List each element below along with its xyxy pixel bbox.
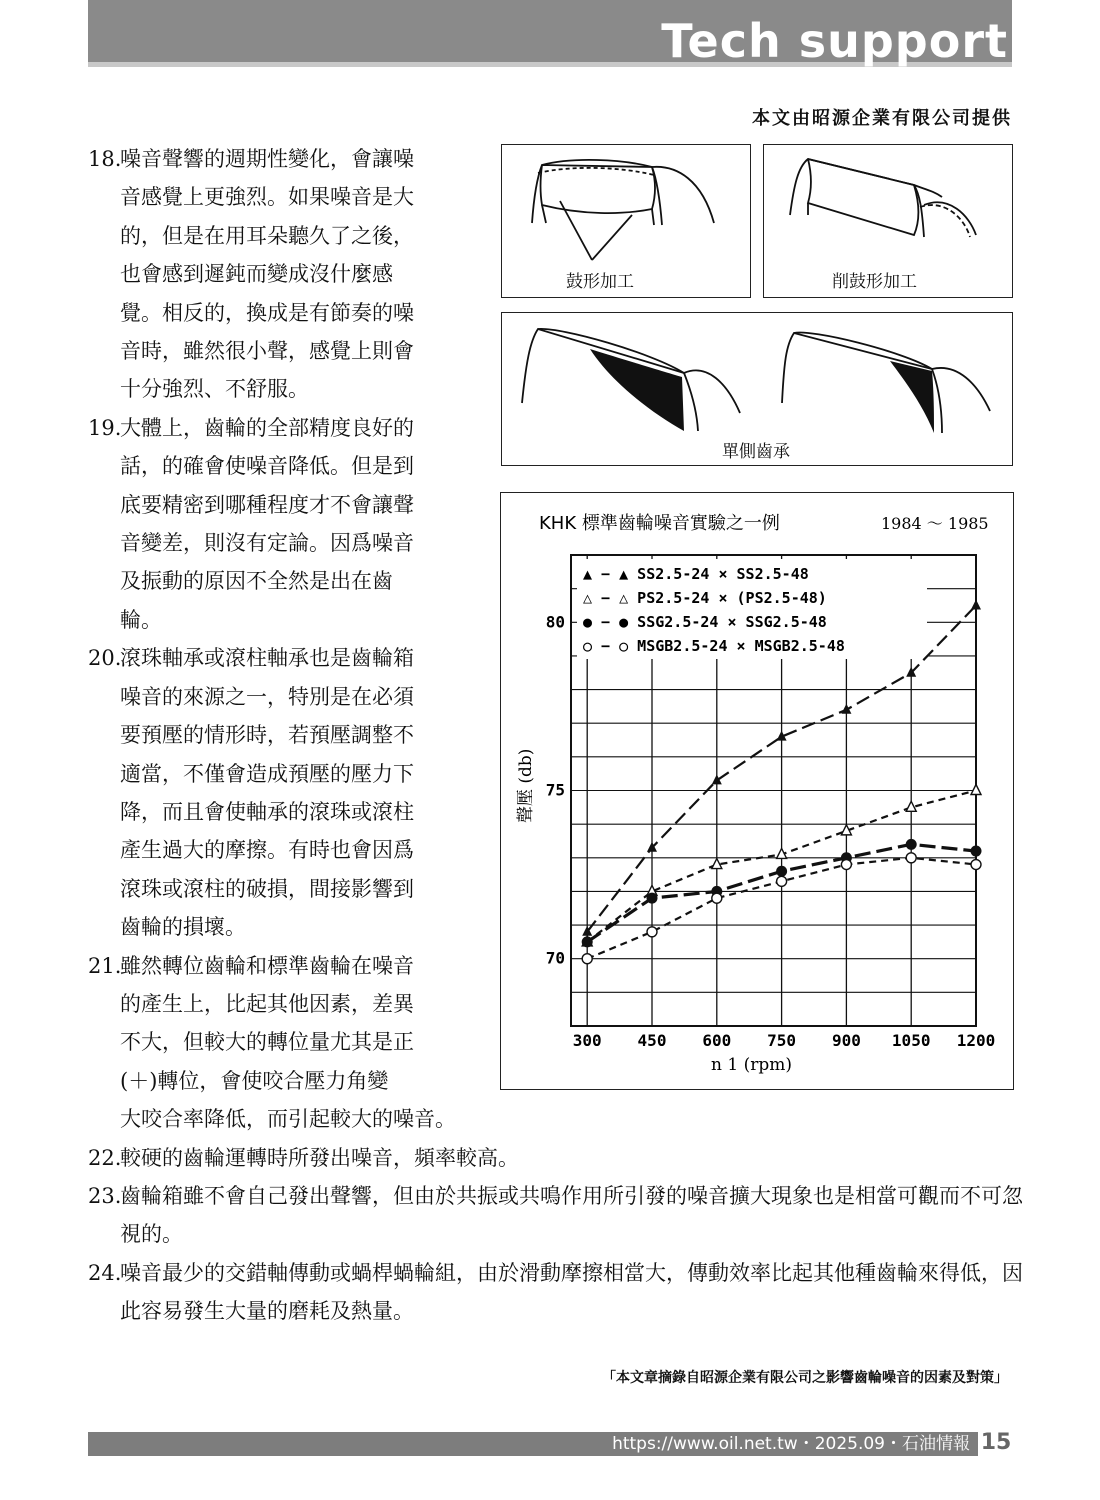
item-line: 音感覺上更強烈。如果噪音是大: [120, 185, 414, 210]
data-point-open-circle: [841, 860, 851, 870]
data-point-open-circle: [582, 954, 592, 964]
figure-drum: [501, 144, 751, 298]
x-tick-label: 300: [572, 1031, 602, 1050]
noise-chart-svg: [501, 493, 1013, 1089]
legend-entry: △ − △ PS2.5-24 × (PS2.5-48): [583, 589, 827, 607]
chart-title: KHK 標準齒輪噪音實驗之一例: [539, 513, 780, 534]
data-point-filled-triangle: [971, 599, 981, 609]
y-tick-label: 70: [545, 948, 565, 968]
x-tick-label: 1050: [891, 1031, 931, 1050]
x-tick-label: 750: [767, 1031, 797, 1050]
x-tick-label: 900: [831, 1031, 861, 1050]
x-tick-label: 450: [637, 1031, 667, 1050]
item-line: 降，而且會使軸承的滾珠或滾柱: [120, 799, 414, 824]
data-point-filled-circle: [582, 936, 593, 947]
data-point-open-triangle: [971, 785, 981, 795]
item-line: 噪音的來源之一，特別是在必須: [120, 684, 414, 709]
footer-text: https://www.oil.net.tw・2025.09・石油情報: [612, 1434, 970, 1454]
item-text: 較硬的齒輪運轉時所發出噪音，頻率較高。: [120, 1145, 519, 1170]
data-point-open-triangle: [712, 859, 722, 869]
item-line: 齒輪的損壞。: [120, 915, 246, 940]
y-tick-label: 80: [545, 612, 565, 632]
item-line: 的，但是在用耳朵聽久了之後，: [120, 223, 414, 248]
item-line: 話，的確會使噪音降低。但是到: [120, 454, 414, 479]
data-point-filled-circle: [647, 893, 658, 904]
legend-entry: ● − ● SSG2.5-24 × SSG2.5-48: [583, 613, 827, 631]
credit-line: 本文由昭源企業有限公司提供: [752, 108, 1012, 129]
item-line: 及振動的原因不全然是出在齒: [120, 569, 393, 594]
item-line: 產生過大的摩擦。有時也會因爲: [120, 838, 414, 863]
list-item: [88, 140, 480, 409]
data-point-open-triangle: [906, 801, 916, 811]
figure-one-side-contact: [501, 312, 1013, 466]
item-line: 不大，但較大的轉位量尤其是正: [120, 1030, 414, 1055]
item-line: 底要精密到哪種程度才不會讓聲: [120, 492, 414, 517]
item-number: 23.: [88, 1183, 122, 1208]
data-point-filled-circle: [906, 839, 917, 850]
item-line: 滾珠或滾柱的破損，間接影響到: [120, 876, 414, 901]
item-line: 輪。: [120, 607, 162, 632]
page-number: 15: [980, 1430, 1012, 1455]
chart-legend: [577, 559, 927, 659]
item-number: 20.: [88, 646, 122, 671]
item-line: 滾珠軸承或滾柱軸承也是齒輪箱: [120, 646, 414, 671]
item-number: 24.: [88, 1260, 122, 1285]
item-line: 音時，雖然很小聲，感覺上則會: [120, 339, 414, 364]
item-line: 音變差，則沒有定論。因爲噪音: [120, 531, 414, 556]
data-point-filled-circle: [971, 846, 982, 857]
data-point-open-circle: [971, 860, 981, 870]
item-line: 噪音聲響的週期性變化，會讓噪: [120, 147, 414, 171]
item-line: 雖然轉位齒輪和標準齒輪在噪音: [120, 953, 414, 978]
item-line: 覺。相反的，換成是有節奏的噪: [120, 300, 414, 325]
x-tick-label: 600: [702, 1031, 732, 1050]
legend-entry: ▲ − ▲ SS2.5-24 × SS2.5-48: [583, 565, 809, 583]
item-line: 也會感到遲鈍而變成沒什麼感: [120, 262, 393, 287]
noise-chart: [500, 492, 1014, 1090]
item-line: 的產生上，比起其他因素，差異: [120, 991, 414, 1016]
y-axis-label: 聲壓 (db): [516, 748, 536, 823]
item-line: 要預壓的情形時，若預壓調整不: [120, 723, 414, 748]
list-item: [88, 639, 480, 946]
item-line: 十分強烈、不舒服。: [120, 377, 309, 402]
list-item: [88, 1139, 1030, 1177]
item-line: 大咬合率降低，而引起較大的噪音。: [120, 1107, 456, 1132]
y-tick-label: 75: [545, 780, 565, 800]
item-line: 大體上，齒輪的全部精度良好的: [120, 415, 414, 440]
data-point-filled-circle: [776, 866, 787, 877]
x-axis-label: n 1 (rpm): [711, 1055, 792, 1075]
data-point-filled-triangle: [712, 774, 722, 784]
data-point-open-circle: [712, 893, 722, 903]
chart-subtitle: 1984 ～ 1985: [881, 514, 989, 533]
source-quote: 「本文章摘錄自昭源企業有限公司之影響齒輪噪音的因素及對策」: [602, 1370, 1008, 1386]
item-number: 21.: [88, 953, 122, 978]
item-number: 22.: [88, 1145, 122, 1170]
item-line: 適當，不僅會造成預壓的壓力下: [120, 761, 414, 786]
caption-shaved-drum: 削鼓形加工: [832, 272, 917, 292]
data-point-open-circle: [647, 927, 657, 937]
item-number: 19.: [88, 415, 122, 440]
page-title: Tech support: [661, 14, 1008, 68]
legend-entry: ○ − ○ MSGB2.5-24 × MSGB2.5-48: [583, 637, 845, 655]
item-text: 齒輪箱雖不會自己發出聲響，但由於共振或共鳴作用所引發的噪音擴大現象也是相當可觀而不可忽視的。: [120, 1183, 1023, 1247]
chart-ticks: [546, 612, 996, 1050]
caption-drum: 鼓形加工: [566, 272, 634, 292]
data-point-open-circle: [777, 876, 787, 886]
list-item: [88, 1177, 1030, 1254]
list-item: [88, 1254, 1030, 1331]
list-item: [88, 409, 480, 639]
x-tick-label: 1200: [956, 1031, 996, 1050]
item-text: 噪音最少的交錯軸傳動或蝸桿蝸輪組，由於滑動摩擦相當大，傳動效率比起其他種齒輪來得低，因此容易發生大量的磨耗及熱量。: [120, 1260, 1023, 1324]
caption-one-side-contact: 單側齒承: [722, 442, 790, 462]
data-point-open-circle: [906, 853, 916, 863]
figure-shaved-drum: [763, 144, 1013, 298]
item-number: 18.: [88, 147, 122, 171]
list-item: [88, 947, 540, 1139]
item-line: (＋)轉位，會使咬合壓力角變: [120, 1068, 389, 1093]
